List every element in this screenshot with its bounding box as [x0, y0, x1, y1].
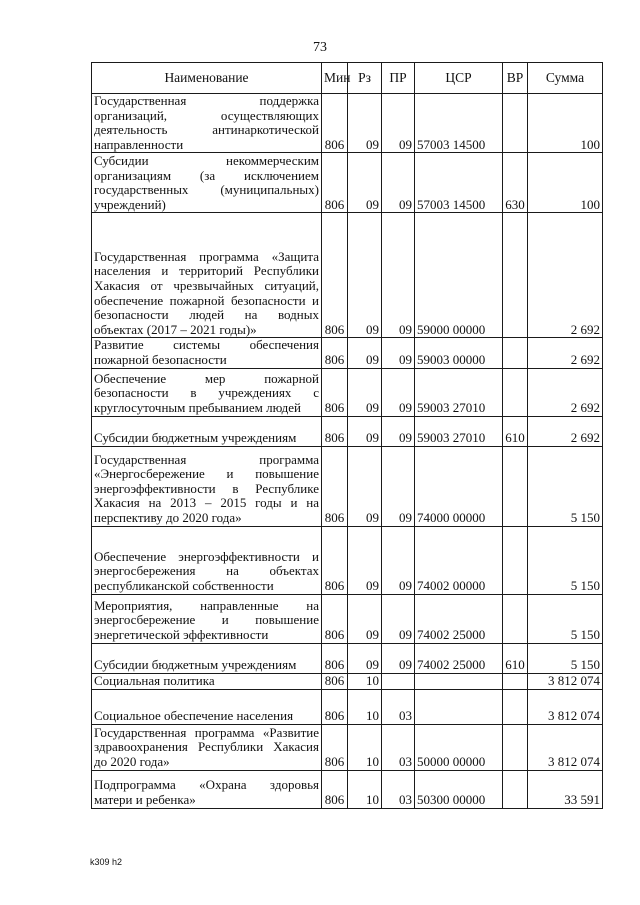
cell-csr: 59003 27010: [415, 368, 503, 416]
cell-rz: 10: [348, 770, 382, 808]
cell-min: 806: [322, 338, 348, 368]
cell-csr: 59003 27010: [415, 416, 503, 446]
header-sum: Сумма: [528, 63, 603, 94]
cell-pr: 03: [382, 724, 415, 770]
table-row: [92, 338, 603, 368]
cell-vr: [503, 446, 528, 526]
cell-vr: [503, 213, 528, 338]
cell-name: Государственная программа «Защита населения и территорий Республики Хакасия от чрезвычайных ситуаций, обеспечение пожарной безопасности и безопасности людей на водных объектах (2017 – 2021 годы)»: [92, 213, 322, 338]
cell-pr: 09: [382, 643, 415, 673]
table-row: [92, 594, 603, 643]
cell-min: 806: [322, 673, 348, 689]
cell-rz: 09: [348, 416, 382, 446]
table-row: [92, 213, 603, 338]
cell-sum: 5 150: [528, 643, 603, 673]
cell-vr: 630: [503, 153, 528, 213]
header-name: Наименование: [92, 63, 322, 94]
table-row: [92, 770, 603, 808]
table-row: [92, 643, 603, 673]
header-csr: ЦСР: [415, 63, 503, 94]
cell-pr: 09: [382, 213, 415, 338]
cell-pr: 03: [382, 770, 415, 808]
cell-pr: 09: [382, 416, 415, 446]
header-pr: ПР: [382, 63, 415, 94]
cell-pr: 09: [382, 526, 415, 594]
table-row: [92, 153, 603, 213]
cell-min: 806: [322, 770, 348, 808]
cell-vr: [503, 94, 528, 153]
cell-name: Обеспечение энергоэффективности и энергосбережения на объектах республиканской собственности: [92, 526, 322, 594]
cell-sum: 3 812 074: [528, 689, 603, 724]
cell-vr: [503, 338, 528, 368]
cell-sum: 100: [528, 153, 603, 213]
cell-min: 806: [322, 153, 348, 213]
header-min: Мин: [322, 63, 348, 94]
cell-vr: [503, 594, 528, 643]
cell-csr: 74002 25000: [415, 643, 503, 673]
cell-rz: 09: [348, 446, 382, 526]
cell-name: Государственная программа «Энергосбережение и повышение энергоэффективности в Республике Хакасия на 2013 – 2015 годы и на перспективу до 2020 года»: [92, 446, 322, 526]
cell-csr: 57003 14500: [415, 153, 503, 213]
cell-sum: 2 692: [528, 416, 603, 446]
cell-csr: 57003 14500: [415, 94, 503, 153]
cell-rz: 10: [348, 689, 382, 724]
table-header-row: [92, 63, 603, 94]
cell-vr: [503, 724, 528, 770]
cell-rz: 09: [348, 594, 382, 643]
cell-min: 806: [322, 526, 348, 594]
cell-name: Мероприятия, направленные на энергосбережение и повышение энергетической эффективности: [92, 594, 322, 643]
cell-min: 806: [322, 689, 348, 724]
cell-min: 806: [322, 594, 348, 643]
cell-name: Развитие системы обеспечения пожарной безопасности: [92, 338, 322, 368]
cell-sum: 2 692: [528, 338, 603, 368]
cell-name: Социальная политика: [92, 673, 322, 689]
cell-name: Социальное обеспечение населения: [92, 689, 322, 724]
table-row: [92, 94, 603, 153]
table-row: [92, 368, 603, 416]
cell-pr: 09: [382, 153, 415, 213]
cell-vr: [503, 673, 528, 689]
cell-name: Обеспечение мер пожарной безопасности в учреждениях с круглосуточным пребыванием людей: [92, 368, 322, 416]
cell-sum: 2 692: [528, 213, 603, 338]
table-row: [92, 724, 603, 770]
cell-sum: 2 692: [528, 368, 603, 416]
cell-sum: 3 812 074: [528, 673, 603, 689]
table-row: [92, 416, 603, 446]
cell-vr: [503, 526, 528, 594]
table-row: [92, 689, 603, 724]
cell-min: 806: [322, 446, 348, 526]
cell-csr: 74000 00000: [415, 446, 503, 526]
table-row: [92, 446, 603, 526]
cell-rz: 09: [348, 643, 382, 673]
cell-rz: 10: [348, 673, 382, 689]
cell-sum: 5 150: [528, 594, 603, 643]
cell-vr: [503, 770, 528, 808]
header-rz: Рз: [348, 63, 382, 94]
cell-csr: [415, 673, 503, 689]
cell-min: 806: [322, 213, 348, 338]
cell-sum: 33 591: [528, 770, 603, 808]
budget-table: [91, 62, 603, 809]
cell-rz: 09: [348, 213, 382, 338]
cell-vr: 610: [503, 416, 528, 446]
cell-pr: 09: [382, 94, 415, 153]
cell-pr: 09: [382, 594, 415, 643]
cell-csr: 50300 00000: [415, 770, 503, 808]
cell-name: Субсидии бюджетным учреждениям: [92, 643, 322, 673]
cell-sum: 100: [528, 94, 603, 153]
cell-sum: 5 150: [528, 446, 603, 526]
cell-pr: 09: [382, 338, 415, 368]
cell-csr: 74002 00000: [415, 526, 503, 594]
cell-vr: 610: [503, 643, 528, 673]
cell-pr: 03: [382, 689, 415, 724]
cell-rz: 09: [348, 368, 382, 416]
cell-sum: 3 812 074: [528, 724, 603, 770]
page-number: 73: [313, 40, 327, 55]
cell-min: 806: [322, 368, 348, 416]
cell-vr: [503, 368, 528, 416]
cell-min: 806: [322, 643, 348, 673]
cell-csr: [415, 689, 503, 724]
cell-csr: 59003 00000: [415, 338, 503, 368]
cell-rz: 09: [348, 153, 382, 213]
cell-csr: 59000 00000: [415, 213, 503, 338]
cell-rz: 09: [348, 94, 382, 153]
table-row: [92, 526, 603, 594]
cell-pr: [382, 673, 415, 689]
cell-name: Государственная поддержка организаций, осуществляющих деятельность антинаркотической направленности: [92, 94, 322, 153]
cell-name: Субсидии бюджетным учреждениям: [92, 416, 322, 446]
cell-name: Подпрограмма «Охрана здоровья матери и ребенка»: [92, 770, 322, 808]
cell-min: 806: [322, 724, 348, 770]
cell-pr: 09: [382, 446, 415, 526]
cell-min: 806: [322, 94, 348, 153]
cell-name: Субсидии некоммерческим организациям (за исключением государственных (муниципальных) учреждений): [92, 153, 322, 213]
cell-sum: 5 150: [528, 526, 603, 594]
table-row: [92, 673, 603, 689]
cell-vr: [503, 689, 528, 724]
cell-pr: 09: [382, 368, 415, 416]
header-vr: ВР: [503, 63, 528, 94]
cell-rz: 10: [348, 724, 382, 770]
cell-rz: 09: [348, 526, 382, 594]
footer-code: k309 h2: [90, 857, 123, 867]
cell-csr: 74002 25000: [415, 594, 503, 643]
cell-csr: 50000 00000: [415, 724, 503, 770]
cell-min: 806: [322, 416, 348, 446]
cell-rz: 09: [348, 338, 382, 368]
cell-name: Государственная программа «Развитие здравоохранения Республики Хакасия до 2020 года»: [92, 724, 322, 770]
